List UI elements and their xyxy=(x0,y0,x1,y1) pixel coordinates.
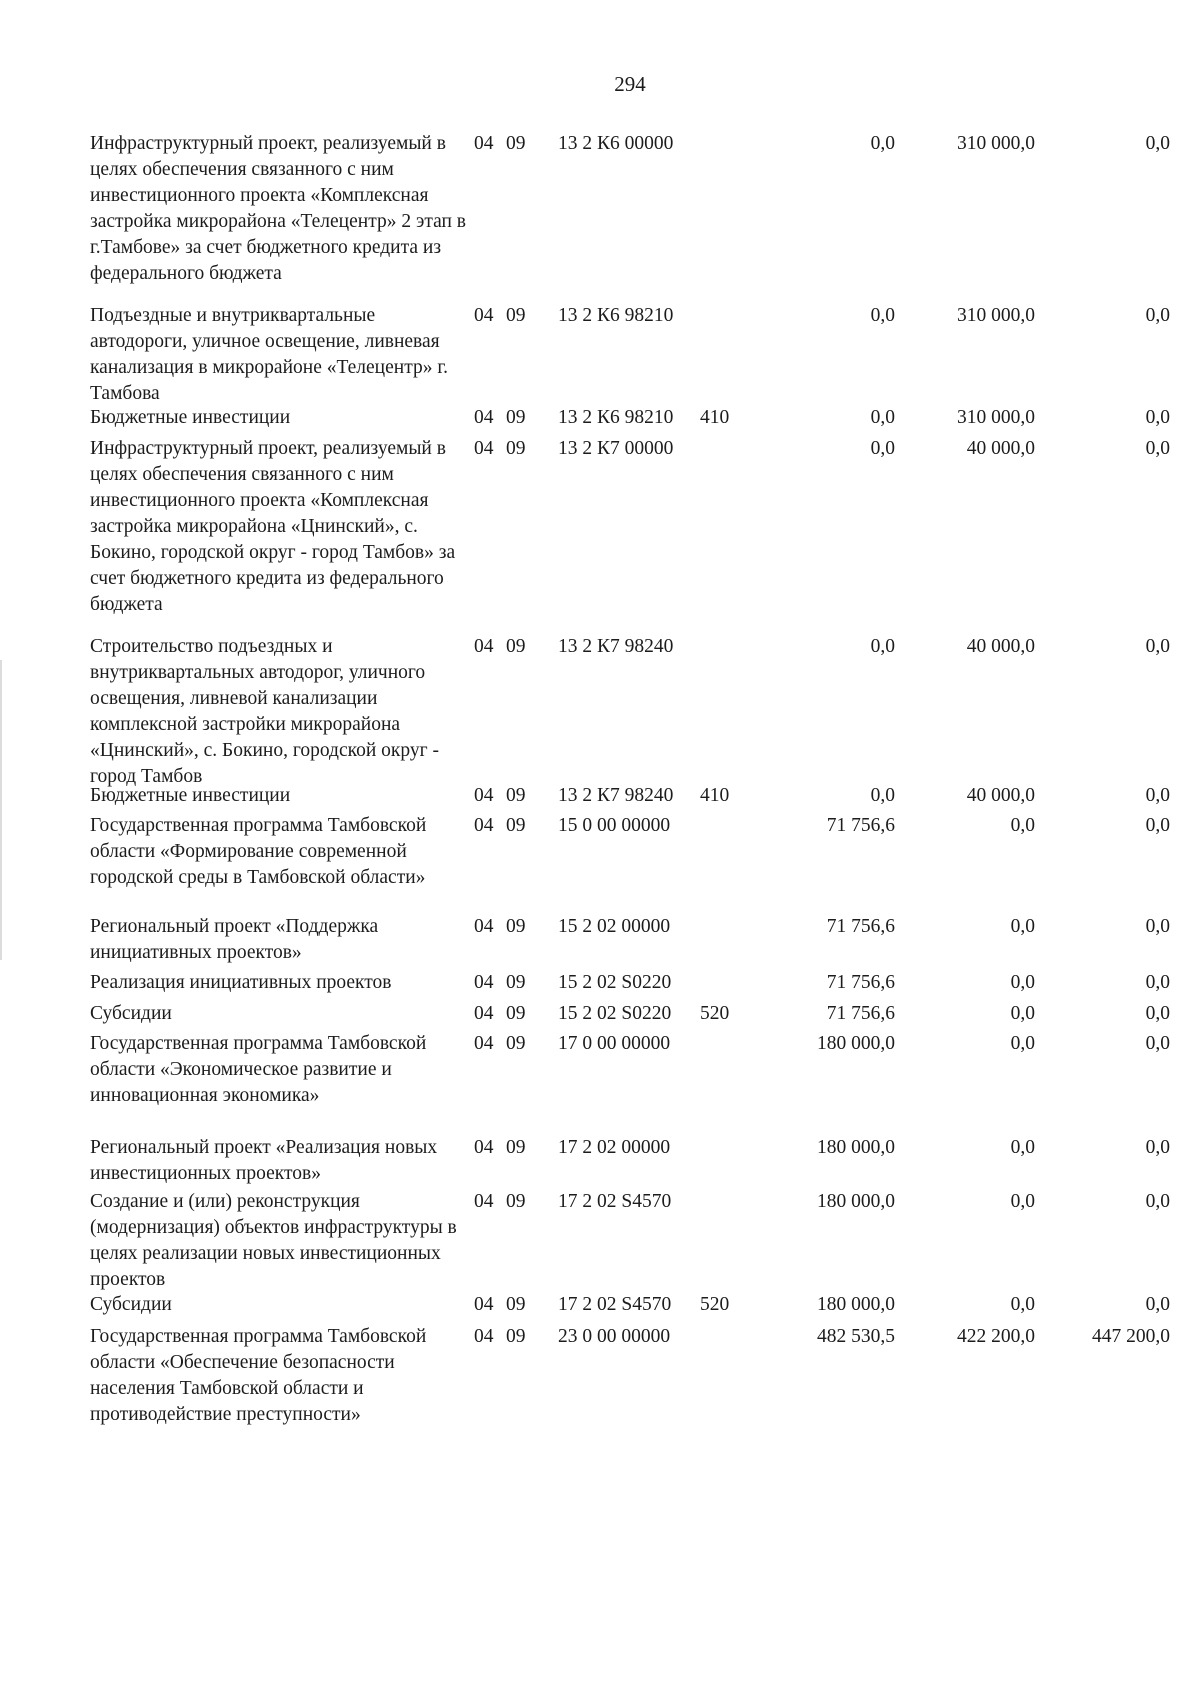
row-value-2: 40 000,0 xyxy=(966,636,1035,657)
row-pr: 09 xyxy=(506,785,526,806)
row-section xyxy=(474,783,558,809)
row-rz: 04 xyxy=(474,1033,494,1054)
row-pr: 09 xyxy=(506,133,526,154)
row-name: Субсидии xyxy=(90,1003,172,1024)
page-number: 294 xyxy=(614,72,646,96)
row-value-2: 310 000,0 xyxy=(957,133,1035,154)
row-section xyxy=(474,1324,558,1350)
table-row xyxy=(90,1031,1170,1109)
row-pr: 09 xyxy=(506,1033,526,1054)
row-value-3: 0,0 xyxy=(1145,1003,1170,1024)
row-rz: 04 xyxy=(474,438,494,459)
row-name: Инфраструктурный проект, реализуемый в целях обеспечения связанного с ним инвестиционного проекта «Комплексная застройка микрорайона «Телецентр» 2 этап в г.Тамбове» за счет бюджетного кредита из федерального бюджета xyxy=(90,133,467,284)
row-name: Субсидии xyxy=(90,1294,172,1315)
row-value-1: 180 000,0 xyxy=(817,1191,895,1212)
row-value-3: 0,0 xyxy=(1145,972,1170,993)
row-value-3: 0,0 xyxy=(1145,815,1170,836)
row-rz: 04 xyxy=(474,133,494,154)
row-target-code: 15 2 02 00000 xyxy=(558,916,671,937)
row-value-1: 71 756,6 xyxy=(826,815,895,836)
row-section xyxy=(474,813,558,839)
row-name: Бюджетные инвестиции xyxy=(90,407,291,428)
row-value-1: 0,0 xyxy=(870,407,895,428)
row-pr: 09 xyxy=(506,636,526,657)
row-value-2: 0,0 xyxy=(1010,1033,1035,1054)
table-row xyxy=(90,914,1170,966)
row-value-2: 0,0 xyxy=(1010,1003,1035,1024)
row-value-1: 180 000,0 xyxy=(817,1137,895,1158)
row-section xyxy=(474,436,558,462)
table-row xyxy=(90,813,1170,891)
row-name: Государственная программа Тамбовской области «Формирование современной городской среды в Тамбовской области» xyxy=(90,815,427,888)
row-value-3: 0,0 xyxy=(1145,1191,1170,1212)
row-name: Инфраструктурный проект, реализуемый в целях обеспечения связанного с ним инвестиционного проекта «Комплексная застройка микрорайона «Цнинский», с. Бокино, городской округ - город Тамбов» за счет бюджетного кредита из федерального бюджета xyxy=(90,438,456,615)
table-row xyxy=(90,436,1170,618)
row-pr: 09 xyxy=(506,916,526,937)
table-row xyxy=(90,970,1170,996)
row-section xyxy=(474,1292,558,1318)
row-value-2: 310 000,0 xyxy=(957,407,1035,428)
row-value-3: 0,0 xyxy=(1145,305,1170,326)
row-value-3: 0,0 xyxy=(1145,916,1170,937)
row-rz: 04 xyxy=(474,916,494,937)
row-value-3: 0,0 xyxy=(1145,1137,1170,1158)
row-value-2: 310 000,0 xyxy=(957,305,1035,326)
row-pr: 09 xyxy=(506,438,526,459)
row-rz: 04 xyxy=(474,407,494,428)
row-value-2: 0,0 xyxy=(1010,1191,1035,1212)
row-value-1: 180 000,0 xyxy=(817,1033,895,1054)
row-section xyxy=(474,303,558,329)
row-target-code: 23 0 00 00000 xyxy=(558,1326,671,1347)
row-value-2: 422 200,0 xyxy=(957,1326,1035,1347)
row-value-2: 0,0 xyxy=(1010,972,1035,993)
table-row xyxy=(90,1001,1170,1027)
row-rz: 04 xyxy=(474,1294,494,1315)
row-rz: 04 xyxy=(474,1191,494,1212)
row-section xyxy=(474,1001,558,1027)
row-value-1: 0,0 xyxy=(870,636,895,657)
row-value-2: 40 000,0 xyxy=(966,785,1035,806)
row-section xyxy=(474,1189,558,1215)
row-pr: 09 xyxy=(506,305,526,326)
row-section xyxy=(474,970,558,996)
row-rz: 04 xyxy=(474,636,494,657)
row-target-code: 17 2 02 00000 xyxy=(558,1137,671,1158)
row-value-3: 447 200,0 xyxy=(1092,1326,1170,1347)
row-value-2: 0,0 xyxy=(1010,916,1035,937)
row-value-1: 0,0 xyxy=(870,133,895,154)
row-pr: 09 xyxy=(506,815,526,836)
row-value-3: 0,0 xyxy=(1145,133,1170,154)
row-name: Региональный проект «Реализация новых инвестиционных проектов» xyxy=(90,1137,438,1184)
row-section xyxy=(474,1031,558,1057)
row-value-3: 0,0 xyxy=(1145,438,1170,459)
table-row xyxy=(90,1135,1170,1187)
row-value-1: 71 756,6 xyxy=(826,1003,895,1024)
row-expense-type: 410 xyxy=(700,785,730,806)
row-value-3: 0,0 xyxy=(1145,1033,1170,1054)
scan-edge-mark xyxy=(0,660,2,960)
table-row xyxy=(90,634,1170,790)
row-value-2: 0,0 xyxy=(1010,815,1035,836)
row-value-2: 40 000,0 xyxy=(966,438,1035,459)
table-row xyxy=(90,131,1170,287)
row-section xyxy=(474,131,558,157)
row-rz: 04 xyxy=(474,785,494,806)
table-row xyxy=(90,303,1170,407)
row-pr: 09 xyxy=(506,1191,526,1212)
row-target-code: 13 2 К7 98240 xyxy=(558,636,674,657)
row-value-2: 0,0 xyxy=(1010,1294,1035,1315)
row-expense-type: 520 xyxy=(700,1294,730,1315)
row-target-code: 15 0 00 00000 xyxy=(558,815,671,836)
row-value-1: 0,0 xyxy=(870,785,895,806)
row-target-code: 15 2 02 S0220 xyxy=(558,1003,672,1024)
table-row xyxy=(90,405,1170,431)
table-row xyxy=(90,1292,1170,1318)
row-rz: 04 xyxy=(474,972,494,993)
row-target-code: 13 2 К6 00000 xyxy=(558,133,674,154)
row-rz: 04 xyxy=(474,1326,494,1347)
row-value-1: 0,0 xyxy=(870,438,895,459)
row-pr: 09 xyxy=(506,1294,526,1315)
row-value-1: 71 756,6 xyxy=(826,972,895,993)
row-rz: 04 xyxy=(474,815,494,836)
row-rz: 04 xyxy=(474,1003,494,1024)
row-name: Строительство подъездных и внутриквартальных автодорог, уличного освещения, ливневой канализации комплексной застройки микрорайона «Цнинский», с. Бокино, городской округ - город Тамбов xyxy=(90,636,439,787)
row-value-1: 71 756,6 xyxy=(826,916,895,937)
row-value-1: 180 000,0 xyxy=(817,1294,895,1315)
table-row xyxy=(90,1189,1170,1293)
row-name: Создание и (или) реконструкция (модернизация) объектов инфраструктуры в целях реализации новых инвестиционных проектов xyxy=(90,1191,457,1290)
row-target-code: 15 2 02 S0220 xyxy=(558,972,672,993)
row-value-1: 482 530,5 xyxy=(817,1326,895,1347)
row-pr: 09 xyxy=(506,1326,526,1347)
row-expense-type: 520 xyxy=(700,1003,730,1024)
row-name: Государственная программа Тамбовской области «Экономическое развитие и инновационная экономика» xyxy=(90,1033,427,1106)
row-value-3: 0,0 xyxy=(1145,785,1170,806)
row-section xyxy=(474,1135,558,1161)
row-section xyxy=(474,634,558,660)
table-row xyxy=(90,1324,1170,1428)
row-target-code: 13 2 К6 98210 xyxy=(558,305,674,326)
row-name: Реализация инициативных проектов xyxy=(90,972,392,993)
row-name: Бюджетные инвестиции xyxy=(90,785,291,806)
table-row xyxy=(90,783,1170,809)
row-expense-type: 410 xyxy=(700,407,730,428)
row-name: Региональный проект «Поддержка инициативных проектов» xyxy=(90,916,379,963)
row-target-code: 13 2 К6 98210 xyxy=(558,407,674,428)
row-section xyxy=(474,405,558,431)
row-name: Подъездные и внутриквартальные автодороги, уличное освещение, ливневая канализация в микрорайоне «Телецентр» г. Тамбова xyxy=(90,305,449,404)
row-pr: 09 xyxy=(506,972,526,993)
row-section xyxy=(474,914,558,940)
row-target-code: 17 2 02 S4570 xyxy=(558,1191,672,1212)
row-name: Государственная программа Тамбовской области «Обеспечение безопасности населения Тамбовской области и противодействие преступности» xyxy=(90,1326,427,1425)
row-value-1: 0,0 xyxy=(870,305,895,326)
row-target-code: 13 2 К7 98240 xyxy=(558,785,674,806)
row-target-code: 17 0 00 00000 xyxy=(558,1033,671,1054)
row-rz: 04 xyxy=(474,305,494,326)
row-value-3: 0,0 xyxy=(1145,407,1170,428)
row-target-code: 13 2 К7 00000 xyxy=(558,438,674,459)
row-value-3: 0,0 xyxy=(1145,1294,1170,1315)
row-value-3: 0,0 xyxy=(1145,636,1170,657)
row-value-2: 0,0 xyxy=(1010,1137,1035,1158)
row-pr: 09 xyxy=(506,407,526,428)
row-pr: 09 xyxy=(506,1003,526,1024)
row-target-code: 17 2 02 S4570 xyxy=(558,1294,672,1315)
row-pr: 09 xyxy=(506,1137,526,1158)
row-rz: 04 xyxy=(474,1137,494,1158)
